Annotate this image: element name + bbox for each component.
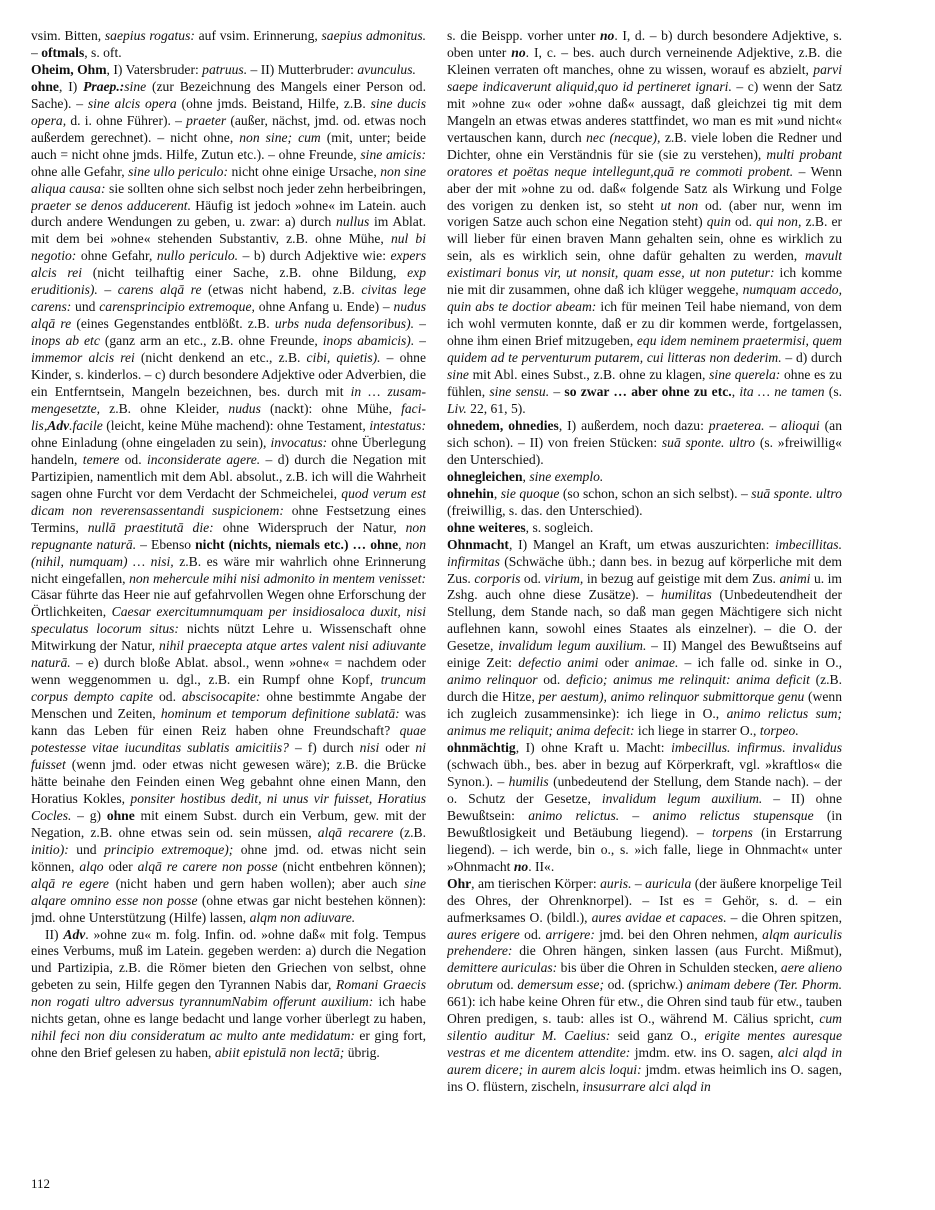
entry-ohnmaechtig: ohnmächtig, I) ohne Kraft u. Macht: imbecillus. infirmus. invalidus (schwach übh., bes. aber in bezug auf Körperkraft, vgl. »kraftlos« die Synon.). – humilis (unbedeutend der Stellung, dem Stande nach). – der o. Schutz der Gesetze, invalidum legum auxilium. – II) ohne Bewußtsein: animo relictus. – animo relictus stupensque (in Bewußtlosigkeit und Betäubung liegend). – torpens (in Erstarrung liegend). – ich werde, bin o., s. »ich falle, liege in Ohnmacht« unter »Ohnmacht no. II«. <box>447 740 842 874</box>
entry-ohnedem: ohnedem, ohnedies, I) außerdem, noch dazu: praeterea. – alioqui (an sich schon). – II) von freien Stücken: suā sponte. ultro (s. »freiwillig« den Unterschied). <box>447 417 842 467</box>
entry-continuation: vsim. Bitten, saepius rogatus: auf vsim. Erinnerung, saepius admonitus. – oftmals, s. oft. <box>31 28 426 60</box>
entry-ohnehin: ohnehin, sie quoque (so schon, schon an sich selbst). – suā sponte. ultro (freiwillig, s. das. den Unterschied). <box>447 485 842 518</box>
right-column <box>447 28 842 1178</box>
entry-ohne-adv: II) Adv. »ohne zu« m. folg. Infin. od. »ohne daß« mit folg. Tempus eines Verbums, muß im Latein. gegeben werden: a) durch die Negation und Partizipia, z.B. die Römer bieten den Griechen von selbst, ohne gebeten zu sein, Hilfe gegen den Tyrannen Nabis dar, Romani Graecis non rogati ultro adversus tyrannumNabim offerunt auxilium: ich habe nichts getan, ohne es lange bedacht und lange vorher überlegt zu haben, nihil feci non diu consideratum ac multo ante medidatum: er ging fort, ohne den Brief gelesen zu haben, abiit epistulā non lectā; übrig. <box>31 926 426 1061</box>
entry-ohnegleichen: ohnegleichen, sine exemplo. <box>447 468 604 484</box>
entry-ohnmacht: Ohnmacht, I) Mangel an Kraft, um etwas auszurichten: imbecillitas. infirmitas (Schwäche übh.; dann bes. in bezug auf körperliche mit dem Zus. corporis od. virium, in bezug auf geistige mit dem Zus. animi u. im Zshg. auch ohne diese Zusätze). – humilitas (Unbedeutendheit der Stellung, dem Stande nach, so daß man gegen Mächtigere sich nicht auflehnen kann, sowohl eines Staates als einzelner). – die O. der Gesetze, invalidum legum auxilium. – II) Mangel des Bewußtseins auf einige Zeit: defectio animi oder animae. – ich falle od. sinke in O., animo relinquor od. deficio; animus me relinquit: anima deficit (z.B. durch die Hitze, per aestum), animo relinquor submittorque genu (wenn ich zugleich zusammensinke): ich liege in O., animo relictus sum; animus me reliquit; anima defecit: ich liege in starrer O., torpeo. <box>447 536 842 739</box>
entry-ohne: ohne, I) Praep.:sine (zur Bezeichnung des Mangels einer Person od. Sache). – sine alcis opera (ohne jmds. Beistand, Hilfe, z.B. sine ducis opera, d. i. ohne Führer). – praeter (außer, nächst, jmd. od. etwas noch außerdem gerechnet). – nicht ohne, non sine; cum (mit, unter; beide auch = nicht ohne jmds. Hilfe, Zutun etc.). – ohne Freunde, sine amicis: ohne alle Gefahr, sine ullo periculo: nicht ohne einige Ursache, non sine aliqua causa: sie sollten ohne sich selbst noch jeder zehn herbeibringen, praeter se denos adducerent. Häufig ist jedoch »ohne« im Latein. auch durch andere Wendungen zu geben, u. zwar: a) durch nullus im Ablat. mit dem bei »ohne« stehenden Substantiv, z.B. ohne Mühe, nul bi negotio: ohne Gefahr, nullo periculo. – b) durch Adjektive wie: expers alcis rei (nicht teilhaftig einer Sache, z.B. ohne Bildung, exp eruditionis). – carens alqā re (etwas nicht habend, z.B. civitas lege carens: und carensprincipio extremoque, ohne Anfang u. Ende) – nudus alqā re (eines Gegenstandes entblößt. z.B. urbs nuda defensoribus). – inops ab etc (ganz arm an etc., z.B. ohne Freunde, inops abamicis). – immemor alcis rei (nicht denkend an etc., z.B. cibi, quietis). – ohne Kinder, s. kinderlos. – c) durch besondere Adjektive oder Adverbien, die ein Entferntsein, Mangeln bezeichnen, bes. durch mit in … zusammengesetzte, z.B. ohne Kleider, nudus (nackt): ohne Mühe, facilis,Adv.facile (leicht, keine Mühe machend): ohne Testament, intestatus: ohne Einladung (ohne eingeladen zu sein), invocatus: ohne Überlegung handeln, temere od. inconsiderate agere. – d) durch die Negation mit Partizipien, namentlich mit dem Abl. absolut., z.B. ich will die Wahrheit sagen ohne Furcht vor dem Verdacht der Schmeichelei, quod verum est dicam non reverensassentandi suspicionem: ohne Festsetzung eines Termins, nullā praestitutā die: ohne Widerspruch der Natur, non repugnante naturā. – Ebenso nicht (nichts, niemals etc.) … ohne, non (nihil, numquam) … nisi, z.B. es wäre mir wahrlich ohne Erinnerung nicht eingefallen, non mehercule mihi nisi admonito in mentem venisset: Cäsar führte das Heer nie auf gefahrvollen Wegen ohne Erforschung der Örtlichkeiten, Caesar exercitumnumquam per insidiosaloca duxit, nisi speculatus locorum situs: nichts nützt Lehre u. Wissenschaft ohne Mitwirkung der Natur, nihil praecepta atque artes valent nisi adiuvante naturā. – e) durch bloße Ablat. absol., wenn »ohne« = nachdem oder wenn weggenommen u. dgl., z.B. ein Rumpf ohne Kopf, truncum corpus dempto capite od. abscisocapite: ohne bestimmte Angabe der Menschen und Zeiten, hominum et temporum definitione sublatā: was kann das Leben für einen Reiz haben ohne Freundschaft? quae potestesse vitae iucunditas sublatis amicitiis? – f) durch nisi oder ni fuisset (wenn jmd. oder etwas nicht gewesen wäre); z.B. die Brücke hätte beinahe den Feinden einen Weg gebahnt ohne einen Mann, den Horatius Kokles, ponsiter hostibus dedit, ni unus vir fuisset, Horatius Cocles. – g) ohne mit einem Subst. durch ein Verbum, gew. mit der Negation, z.B. ohne etwas sein od. sein müssen, alqā recarere (z.B. initio): und principio extremoque); ohne jmd. od. etwas nicht sein können, alqo oder alqā re carere non posse (nicht entbehren können); alqā re egere (nicht haben und gern haben wollen); aber auch sine alqare omnino esse non posse (ohne etwas gar nicht bestehen können): jmd. ohne Unterstützung (Hilfe) lassen, alqm non adiuvare. <box>31 78 426 925</box>
entry-ohne-weiteres: ohne weiteres, s. sogleich. <box>447 519 594 535</box>
page-number: 112 <box>31 1176 51 1191</box>
entry-ohne-continued: s. die Beispp. vorher unter no. I, d. – b) durch besondere Adjektive, s. oben unter no. I, c. – bes. auch durch verneinende Adjektive, z.B. die Kleinen verraten oft manches, ohne zu wissen, worauf es abzielt, parvi saepe indicaverunt aliquid,quo id pertineret ignari. – c) wenn der Satz mit »ohne zu« oder »ohne daß« aussagt, daß gleichzei tig mit dem Mangeln an etwas etwas anderes stattfindet, wo man es mit »und nicht« vertauschen kann, durch nec (necque), z.B. viele loben die Redner und Dichter, ohne ein Verständnis für sie (sie zu verstehen), multi probant oratores et poëtas neque intellegunt,quā re commoti probent. – Wenn aber der mit »ohne zu od. daß« folgende Satz als Wirkung und Folge des vorigen zu denken ist, so steht ut non od. (aber nur, wenn im vorigen Satze auch schon eine Negation steht) quin od. qui non, z.B. er will lieber für einen braven Mann gehalten sein, ohne es wirklich zu sein, als es wirklich sein, ohne dafür gehalten zu werden, mavult existimari bonus vir, ut nonsit, quam esse, ut non putetur: ich komme nie mit dir zusammen, ohne daß ich klüger weggehe, numquam accedo, quin abs te doctior abeam: ich für meinen Teil habe niemand, von dem ich wohl vermuten konnte, daß er zu dir kommen werde, fortgelassen, ohne ihm einen Brief mitzugeben, equ idem neminem praetermisi, quem quidem ad te perventurum putarem, cui litteras non dederim. – d) durch sine mit Abl. eines Subst., z.B. ohne zu klagen, sine querela: ohne es zu fühlen, sine sensu. – so zwar … aber ohne zu etc., ita … ne tamen (s. Liv. 22, 61, 5). <box>447 28 842 416</box>
entry-ohr: Ohr, am tierischen Körper: auris. – auricula (der äußere knorpelige Teil des Ohres, der Ohrenknorpel). – Ist es = Gehör, s. d. – ein aufmerksames O. (bildl.), aures avidae et capaces. – die Ohren spitzen, aures erigere od. arrigere: jmd. bei den Ohren nehmen, alqm auriculis prehendere: die Ohren hängen, sinken lassen (aus Furcht. Mißmut), demittere auriculas: bis über die Ohren in Schulden stecken, aere alieno obrutum od. demersum esse; od. (sprichw.) animam debere (Ter. Phorm. 661): ich habe keine Ohren für etw., die Ohren sind taub für etw., tauben Ohren predigen, s. taub: alles ist O., während M. Cälius spricht, cum silentio auditur M. Caelius: seid ganz O., erigite mentes auresque vestras et me dicentem attendite: jmdm. etw. ins O. sagen, alci alqd in aurem dicere; in aurem alcis loqui: jmdm. etwas heimlich ins O. sagen, ins O. flüstern, zischeln, insusurrare alci alqd in <box>447 875 842 1095</box>
left-column <box>31 28 426 1178</box>
entry-oheim: Oheim, Ohm, I) Vatersbruder: patruus. – II) Mutterbruder: avunculus. <box>31 61 416 77</box>
